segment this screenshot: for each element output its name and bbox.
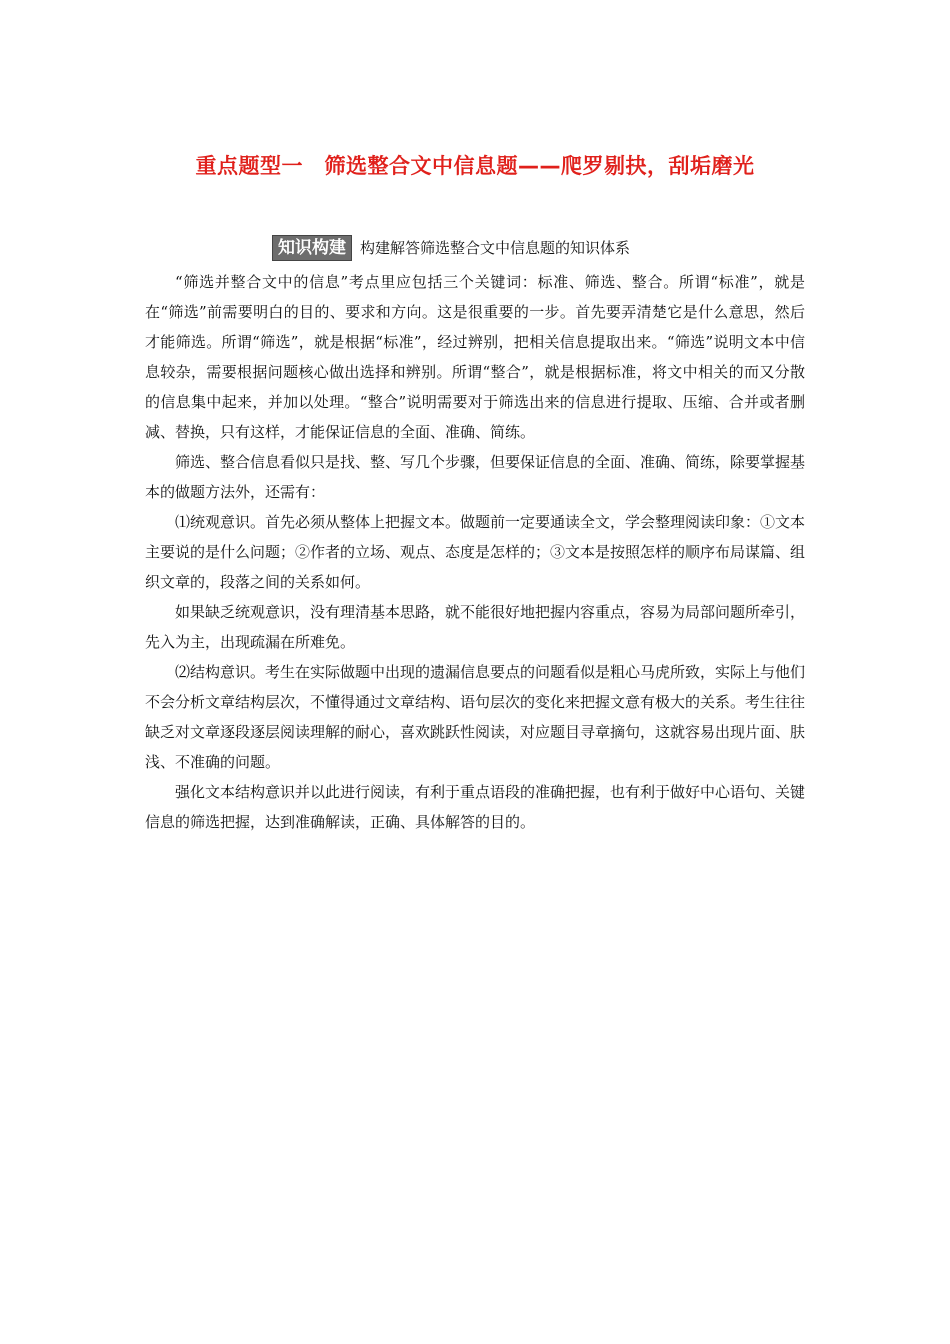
paragraph-requirements: 筛选、整合信息看似只是找、整、写几个步骤，但要保证信息的全面、准确、简练，除要掌握基本的做题方法外，还需有： (145, 453, 806, 501)
paragraph-overall-awareness: ⑴统观意识。首先必须从整体上把握文本。做题前一定要通读全文，学会整理阅读印象：①文本主要说的是什么问题；②作者的立场、观点、态度是怎样的；③文本是按照怎样的顺序布局谋篇、组织文章的，段落之间的关系如何。 (145, 513, 806, 591)
section-caption: 构建解答筛选整合文中信息题的知识体系 (360, 239, 631, 257)
paragraph-conclusion: 强化文本结构意识并以此进行阅读，有利于重点语段的准确把握，也有利于做好中心语句、关键信息的筛选把握，达到准确解读，正确、具体解答的目的。 (145, 783, 806, 831)
section-header (272, 235, 630, 261)
body-text (145, 267, 805, 837)
page-title: 重点题型一 筛选整合文中信息题——爬罗剔抉，刮垢磨光 (195, 154, 755, 178)
paragraph-overall-consequence: 如果缺乏统观意识，没有理清基本思路，就不能很好地把握内容重点，容易为局部问题所牵引，先入为主，出现疏漏在所难免。 (145, 603, 806, 651)
paragraph-structure-awareness: ⑵结构意识。考生在实际做题中出现的遗漏信息要点的问题看似是粗心马虎所致，实际上与他们不会分析文章结构层次，不懂得通过文章结构、语句层次的变化来把握文意有极大的关系。考生往往缺乏对文章逐段逐层阅读理解的耐心，喜欢跳跃性阅读，对应题目寻章摘句，这就容易出现片面、肤浅、不准确的问题。 (145, 663, 806, 771)
paragraph-intro: “筛选并整合文中的信息”考点里应包括三个关键词：标准、筛选、整合。所谓“标准”，就是在“筛选”前需要明白的目的、要求和方向。这是很重要的一步。首先要弄清楚它是什么意思，然后才能筛选。所谓“筛选”，就是根据“标准”，经过辨别，把相关信息提取出来。“筛选”说明文本中信息较杂，需要根据问题核心做出选择和辨别。所谓“整合”，就是根据标准，将文中相关的而又分散的信息集中起来，并加以处理。“整合”说明需要对于筛选出来的信息进行提取、压缩、合并或者删减、替换，只有这样，才能保证信息的全面、准确、简练。 (145, 273, 805, 441)
section-badge: 知识构建 (272, 235, 352, 261)
